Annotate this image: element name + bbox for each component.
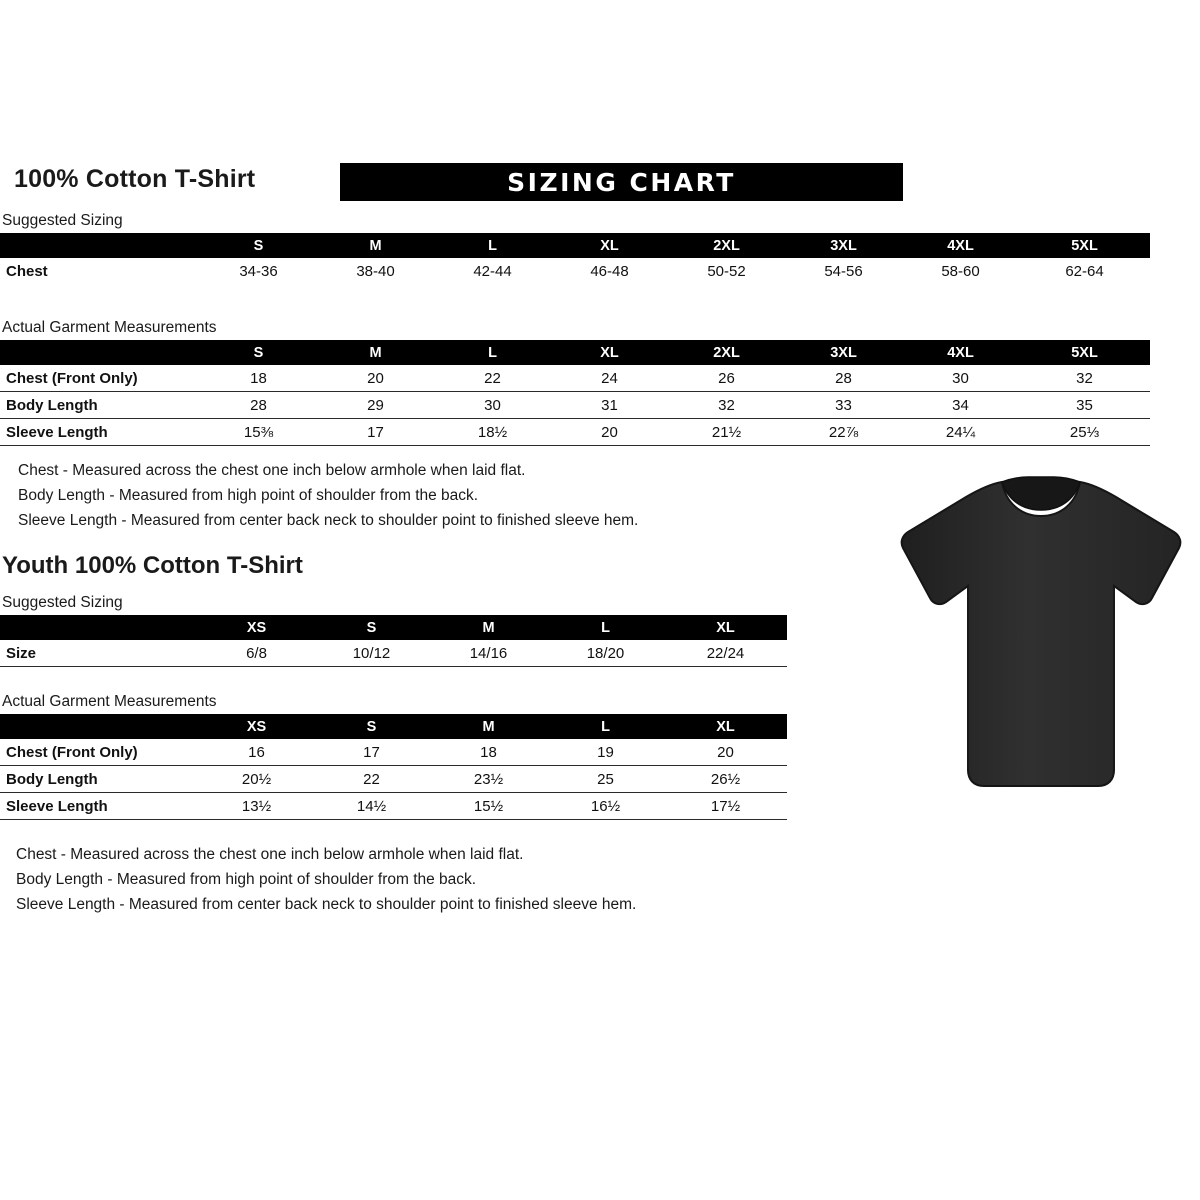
table-cell: 17½ <box>664 793 787 820</box>
table-cell: 13½ <box>200 793 313 820</box>
table-cell: 34 <box>902 392 1019 419</box>
table-cell: 54-56 <box>785 258 902 284</box>
table-cell: 62-64 <box>1019 258 1150 284</box>
table-row <box>0 258 1150 284</box>
table-cell: 31 <box>551 392 668 419</box>
table-cell: 29 <box>317 392 434 419</box>
table-cell: 15⅜ <box>200 419 317 446</box>
size-header-cell: 4XL <box>902 340 1019 365</box>
size-header-cell: S <box>313 714 430 739</box>
row-label: Chest (Front Only) <box>0 739 200 766</box>
size-header-cell: 3XL <box>785 233 902 258</box>
table-cell: 26 <box>668 365 785 392</box>
note-line: Chest - Measured across the chest one inch below armhole when laid flat. <box>16 846 524 863</box>
table-cell: 18½ <box>434 419 551 446</box>
table-cell: 16½ <box>547 793 664 820</box>
note-line: Body Length - Measured from high point of shoulder from the back. <box>18 487 479 504</box>
table-cell: 28 <box>200 392 317 419</box>
table-row <box>0 793 787 820</box>
adult-suggested-sizing-table <box>0 233 1150 284</box>
table-cell: 28 <box>785 365 902 392</box>
size-header-cell: M <box>430 615 547 640</box>
youth-measurement-notes <box>16 842 636 917</box>
table-cell: 14/16 <box>430 640 547 667</box>
table-cell: 10/12 <box>313 640 430 667</box>
table-cell: 22 <box>313 766 430 793</box>
sizing-chart-banner-text: SIZING CHART <box>507 167 736 197</box>
table-cell: 24 <box>551 365 668 392</box>
table-cell: 20 <box>664 739 787 766</box>
table-cell: 23½ <box>430 766 547 793</box>
table-row <box>0 640 787 667</box>
table-cell: 32 <box>668 392 785 419</box>
size-header-cell: L <box>434 233 551 258</box>
table-header-row <box>0 340 1150 365</box>
table-cell: 46-48 <box>551 258 668 284</box>
table-header-row <box>0 233 1150 258</box>
size-header-cell: XS <box>200 714 313 739</box>
table-cell: 30 <box>902 365 1019 392</box>
table-cell: 18 <box>200 365 317 392</box>
row-label: Chest (Front Only) <box>0 365 200 392</box>
row-label: Chest <box>0 258 200 284</box>
table-cell: 20 <box>551 419 668 446</box>
table-cell: 34-36 <box>200 258 317 284</box>
table-cell: 58-60 <box>902 258 1019 284</box>
size-header-cell: XL <box>551 233 668 258</box>
table-cell: 50-52 <box>668 258 785 284</box>
table-cell: 24¼ <box>902 419 1019 446</box>
size-header-cell: XL <box>664 714 787 739</box>
table-cell: 22⅞ <box>785 419 902 446</box>
table-header-row <box>0 615 787 640</box>
size-header-cell: 2XL <box>668 233 785 258</box>
table-cell: 38-40 <box>317 258 434 284</box>
table-row <box>0 392 1150 419</box>
table-cell: 20 <box>317 365 434 392</box>
table-corner-cell <box>0 233 200 258</box>
youth-suggested-sizing-label: Suggested Sizing <box>2 594 123 611</box>
table-cell: 42-44 <box>434 258 551 284</box>
table-row <box>0 419 1150 446</box>
size-header-cell: 5XL <box>1019 233 1150 258</box>
table-cell: 20½ <box>200 766 313 793</box>
table-corner-cell <box>0 615 200 640</box>
size-header-cell: 5XL <box>1019 340 1150 365</box>
youth-section-title: Youth 100% Cotton T-Shirt <box>2 552 303 579</box>
table-cell: 30 <box>434 392 551 419</box>
note-line: Chest - Measured across the chest one inch below armhole when laid flat. <box>18 462 526 479</box>
table-cell: 25 <box>547 766 664 793</box>
adult-section-title: 100% Cotton T-Shirt <box>14 165 256 193</box>
table-cell: 26½ <box>664 766 787 793</box>
table-cell: 22/24 <box>664 640 787 667</box>
size-header-cell: S <box>313 615 430 640</box>
row-label: Sleeve Length <box>0 419 200 446</box>
table-cell: 21½ <box>668 419 785 446</box>
size-header-cell: 2XL <box>668 340 785 365</box>
t-shirt-illustration <box>890 470 1190 815</box>
table-cell: 17 <box>313 739 430 766</box>
adult-actual-measurements-table <box>0 340 1150 446</box>
size-header-cell: XL <box>664 615 787 640</box>
table-row <box>0 766 787 793</box>
size-header-cell: L <box>547 714 664 739</box>
size-header-cell: L <box>547 615 664 640</box>
table-cell: 22 <box>434 365 551 392</box>
row-label: Body Length <box>0 392 200 419</box>
table-cell: 18/20 <box>547 640 664 667</box>
table-corner-cell <box>0 714 200 739</box>
table-row <box>0 365 1150 392</box>
table-cell: 19 <box>547 739 664 766</box>
youth-suggested-sizing-table <box>0 615 787 667</box>
youth-actual-measurements-table <box>0 714 787 820</box>
size-header-cell: 4XL <box>902 233 1019 258</box>
table-cell: 15½ <box>430 793 547 820</box>
table-cell: 14½ <box>313 793 430 820</box>
size-header-cell: L <box>434 340 551 365</box>
note-line: Sleeve Length - Measured from center back neck to shoulder point to finished sleeve hem. <box>16 896 637 913</box>
note-line: Sleeve Length - Measured from center back neck to shoulder point to finished sleeve hem. <box>18 512 639 529</box>
size-header-cell: M <box>430 714 547 739</box>
table-cell: 25⅓ <box>1019 419 1150 446</box>
table-cell: 33 <box>785 392 902 419</box>
size-header-cell: XS <box>200 615 313 640</box>
table-cell: 35 <box>1019 392 1150 419</box>
note-line: Body Length - Measured from high point of shoulder from the back. <box>16 871 477 888</box>
table-header-row <box>0 714 787 739</box>
size-header-cell: M <box>317 233 434 258</box>
adult-measurement-notes <box>18 458 638 533</box>
size-header-cell: 3XL <box>785 340 902 365</box>
size-header-cell: S <box>200 233 317 258</box>
table-cell: 17 <box>317 419 434 446</box>
row-label: Size <box>0 640 200 667</box>
size-header-cell: S <box>200 340 317 365</box>
table-corner-cell <box>0 340 200 365</box>
row-label: Sleeve Length <box>0 793 200 820</box>
sizing-chart-banner <box>340 163 903 201</box>
table-cell: 16 <box>200 739 313 766</box>
size-header-cell: M <box>317 340 434 365</box>
table-cell: 18 <box>430 739 547 766</box>
row-label: Body Length <box>0 766 200 793</box>
table-cell: 32 <box>1019 365 1150 392</box>
adult-actual-measurements-label: Actual Garment Measurements <box>2 319 217 336</box>
adult-suggested-sizing-label: Suggested Sizing <box>2 212 123 229</box>
table-cell: 6/8 <box>200 640 313 667</box>
youth-actual-measurements-label: Actual Garment Measurements <box>2 693 217 710</box>
size-header-cell: XL <box>551 340 668 365</box>
table-row <box>0 739 787 766</box>
